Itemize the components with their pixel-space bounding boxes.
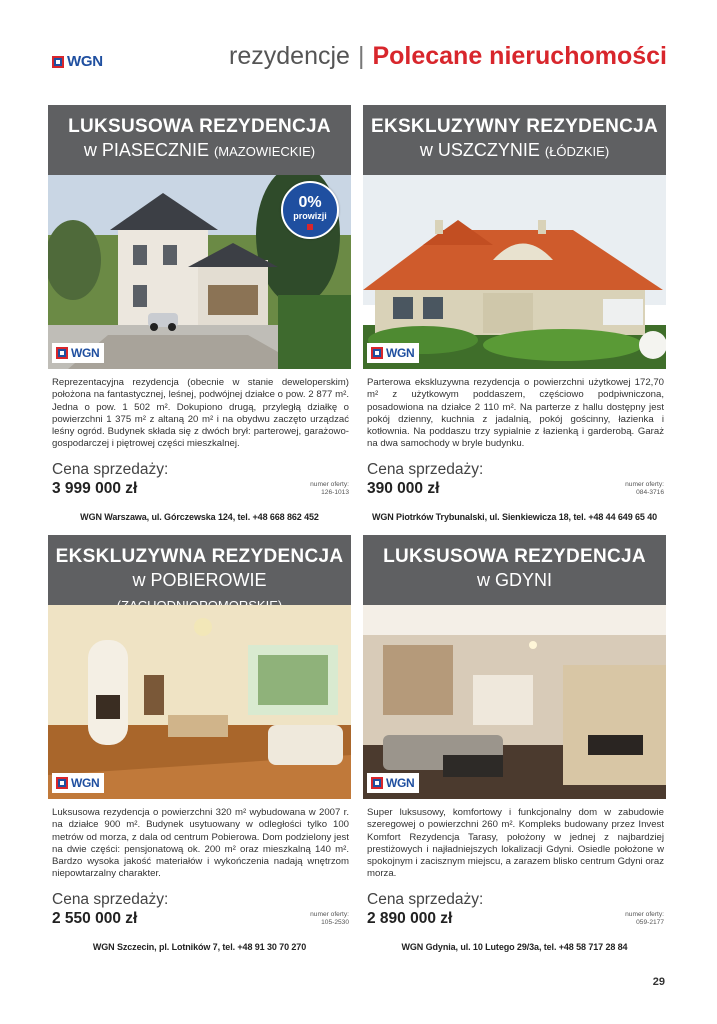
offer-number (625, 911, 664, 927)
listing-title: EKSKLUZYWNY REZYDENCJA (370, 116, 659, 137)
zero-commission-badge (281, 181, 339, 239)
listing-description: Parterowa ekskluzywna rezydencja o powierzchni użytkowej 172,70 m² z użytkowym poddaszem, częściowo podpiwniczona, posadowiona na działce 2 110 m². Na parterze z hallu dostępny jest pokój dzienny, kuchnia z jadalnią, pokój gościnny, łazienka i kotłownia. Na poddaszu trzy sypialnie z łazienką i garderobą. Garaż na dwa samochody w bryle budynku. (367, 377, 664, 450)
listing-price: 390 000 zł (367, 480, 440, 497)
office-contact: WGN Gdynia, ul. 10 Lutego 29/3a, tel. +48 58 717 28 84 (401, 942, 628, 952)
price-row (52, 480, 351, 502)
office-contact: WGN Piotrków Trybunalski, ul. Sienkiewicza 18, tel. +48 44 649 65 40 (371, 512, 658, 522)
offer-number (310, 911, 349, 927)
page-title: Polecane nieruchomości (372, 42, 667, 70)
listing-title-band (363, 105, 666, 175)
badge-percent: 0% (298, 194, 322, 211)
offer-number-label: numer oferty: (625, 481, 664, 488)
offer-number-value: 084-3716 (636, 489, 664, 496)
listing-title-band (48, 105, 351, 175)
listing-photo[interactable] (48, 175, 351, 369)
wgn-logo (52, 53, 103, 70)
listing-title-band (363, 535, 666, 605)
photo-logo-text: WGN (386, 776, 415, 790)
photo-logo-text: WGN (71, 346, 100, 360)
listing-description: Super luksusowy, komfortowy i funkcjonalny dom w zabudowie szeregowej o powierzchni 260 m². Kompleks budowany przez Invest Komfort Rezydencja Tarasy, położony w jednej z najbardziej prestiżowych i najładniejszych lokalizacji Gdyni. Osiedle położone w spokojnym i zacisznym miejscu, a zarazem blisko centrum Gdyni oraz morza. (367, 807, 664, 880)
price-label: Cena sprzedaży: (367, 461, 484, 478)
listing-region: (ŁÓDZKIE) (544, 144, 610, 159)
offer-number-label: numer oferty: (625, 911, 664, 918)
listing-price: 3 999 000 zł (52, 480, 138, 497)
listing-card-uszczyn[interactable] (363, 105, 666, 522)
price-label: Cena sprzedaży: (52, 891, 169, 908)
listing-title: LUKSUSOWA REZYDENCJA (383, 546, 646, 567)
listing-title: EKSKLUZYWNA REZYDENCJA (55, 546, 344, 567)
page-heading (229, 42, 667, 71)
badge-label: prowizji (293, 211, 327, 221)
listing-card-pobierowo[interactable] (48, 535, 351, 952)
listing-description: Luksusowa rezydencja o powierzchni 320 m² wybudowana w 2007 r. na działce 900 m². Budynek usytuowany w odległości tylko 100 metrów od morza, z dala od centrum Pobierowa. Dom podzielony jest na dwie części: pensjonatową ok. 200 m² oraz mieszkalną 140 m². Bardzo wysoka jakość materiałów i wykończenia nadają wnętrzom niepowtarzalny charakter. (52, 807, 349, 880)
offer-number (625, 481, 664, 497)
listing-price: 2 550 000 zł (52, 910, 138, 927)
listing-city: w USZCZYNIE (419, 140, 540, 160)
wgn-logo-mark-icon (52, 56, 64, 68)
price-row (367, 910, 666, 932)
listing-city: w PIASECZNIE (83, 140, 209, 160)
wgn-logo-text: WGN (67, 53, 103, 70)
offer-number-label: numer oferty: (310, 911, 349, 918)
offer-number-value: 126-1013 (321, 489, 349, 496)
listing-photo[interactable] (363, 605, 666, 799)
price-label: Cena sprzedaży: (52, 461, 169, 478)
listing-price: 2 890 000 zł (367, 910, 453, 927)
listing-description: Reprezentacyjna rezydencja (obecnie w stanie deweloperskim) położona na fantastycznej, leśnej, podwójnej działce o pow. 2 877 m². Jedna o pow. 1 502 m². Dokupiono drugą, przyległą działkę o powierzchni 1 375 m² z altaną 20 m² i na obydwu zaczęto urządzać leśny ogród. Budynek składa się z dwóch brył: parterowej, garażowo-gospodarczej i piętrowej części mieszkalnej. (52, 377, 349, 450)
office-contact: WGN Warszawa, ul. Górczewska 124, tel. +48 668 862 452 (80, 512, 319, 522)
price-row (367, 480, 666, 502)
listing-city: w POBIEROWIE (132, 570, 267, 590)
page-category: rezydencje (229, 42, 350, 70)
wgn-logo-mark-icon (56, 347, 68, 359)
listing-photo[interactable] (48, 605, 351, 799)
offer-number-label: numer oferty: (310, 481, 349, 488)
wgn-logo-mark-icon (371, 777, 383, 789)
listing-card-gdynia[interactable] (363, 535, 666, 952)
photo-wgn-logo (367, 773, 419, 793)
listing-title-band (48, 535, 351, 605)
photo-logo-text: WGN (71, 776, 100, 790)
price-row (52, 910, 351, 932)
listing-photo[interactable] (363, 175, 666, 369)
photo-wgn-logo (52, 343, 104, 363)
wgn-logo-mark-icon (56, 777, 68, 789)
listing-location (363, 568, 666, 594)
wgn-logo-mark-icon (371, 347, 383, 359)
listing-title: LUKSUSOWA REZYDENCJA (68, 116, 331, 137)
photo-wgn-logo (367, 343, 419, 363)
interior-photo-image (363, 605, 666, 799)
photo-wgn-logo (52, 773, 104, 793)
house-photo-image (363, 175, 666, 369)
heading-separator: | (357, 42, 365, 70)
offer-number (310, 481, 349, 497)
offer-number-value: 105-2530 (321, 919, 349, 926)
listing-card-piaseczno[interactable] (48, 105, 351, 522)
listing-location (48, 138, 351, 164)
photo-logo-text: WGN (386, 346, 415, 360)
listing-location (363, 138, 666, 164)
badge-mark-icon (307, 224, 313, 230)
office-contact: WGN Szczecin, pl. Lotników 7, tel. +48 91 30 70 270 (92, 942, 307, 952)
listing-region: (MAZOWIECKIE) (213, 144, 316, 159)
page-number: 29 (652, 976, 665, 988)
interior-photo-image (48, 605, 351, 799)
price-label: Cena sprzedaży: (367, 891, 484, 908)
listing-city: w GDYNI (476, 570, 552, 590)
offer-number-value: 059-2177 (636, 919, 664, 926)
